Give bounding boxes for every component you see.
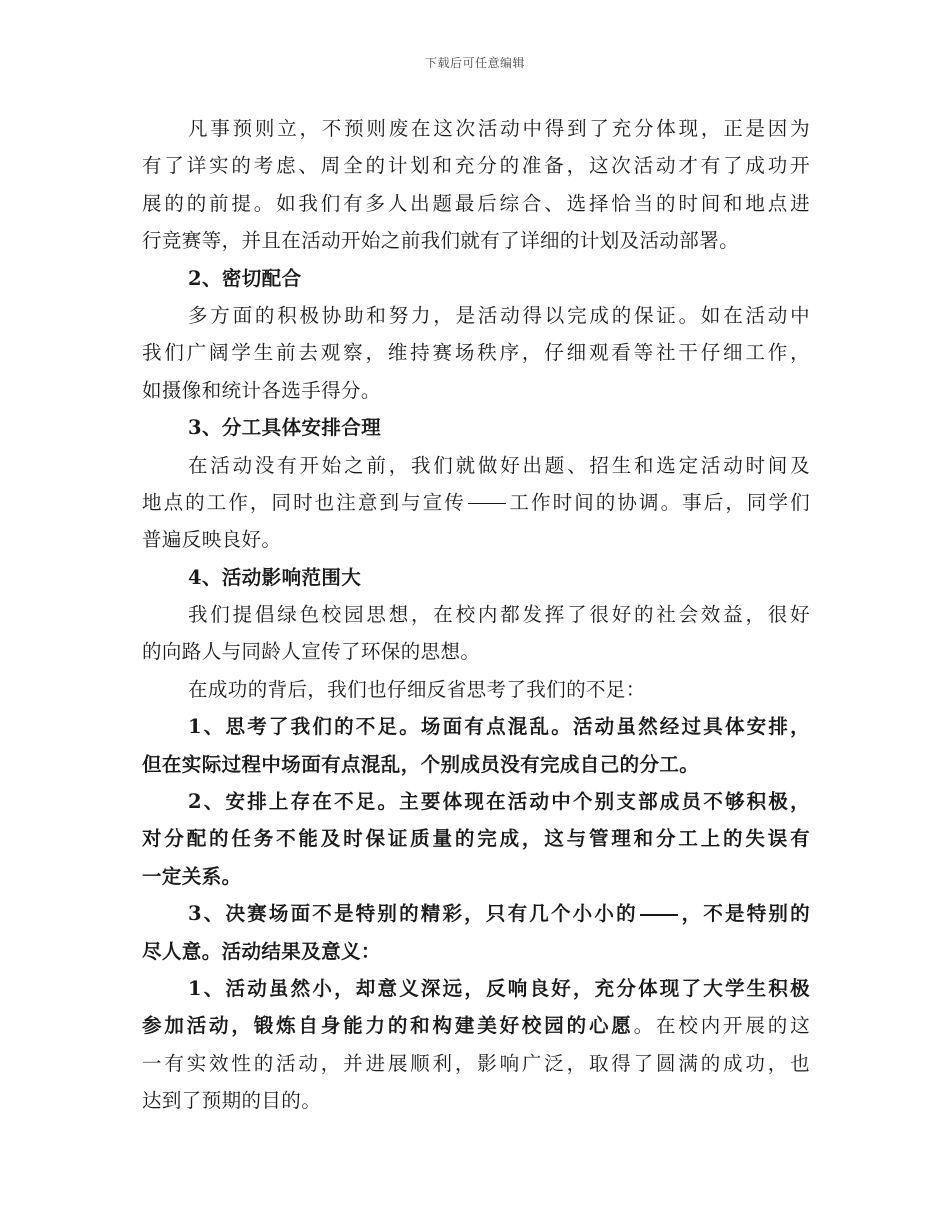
line-segment: 工作时间的协调。事后，同学们	[507, 490, 810, 514]
bold-paragraph-line: 对分配的任务不能及时保证质量的完成，这与管理和分工上的失误有	[142, 827, 810, 851]
paragraph-line	[142, 1007, 810, 1044]
paragraph-line: 展的的前提。如我们有多人出题最后综合、选择恰当的时间和地点进	[142, 191, 810, 215]
paragraph-line: 普遍反映良好。	[142, 528, 282, 552]
paragraph-line: 多方面的积极协助和努力，是活动得以完成的保证。如在活动中	[188, 303, 810, 327]
paragraph-line: 的向路人与同龄人宣传了环保的思想。	[142, 640, 481, 664]
paragraph-line: 如摄像和统计各选手得分。	[142, 378, 381, 402]
bold-paragraph-line: 但在实际过程中场面有点混乱，个别成员没有完成自己的分工。	[142, 752, 700, 776]
line-segment: 地点的工作，同时也注意到与宣传	[142, 490, 466, 514]
paragraph-line: 凡事预则立，不预则废在这次活动中得到了充分体现，正是因为	[188, 117, 810, 140]
fill-blank	[468, 502, 506, 504]
paragraph-line: 我们广阔学生前去观察，维持赛场秩序，仔细观看等社干仔细工作，	[142, 341, 810, 365]
bold-paragraph-line	[142, 895, 810, 932]
paragraph-line: 在成功的背后，我们也仔细反省思考了我们的不足：	[188, 677, 646, 701]
fill-blank	[640, 913, 678, 916]
line-segment: 。在校内开展的这	[633, 1014, 810, 1038]
bold-paragraph-line: 尽人意。活动结果及意义：	[142, 939, 381, 963]
page-header: 下载后可任意编辑	[424, 56, 525, 70]
bold-paragraph-line: 1、思考了我们的不足。场面有点混乱。活动虽然经过具体安排，	[188, 715, 810, 739]
bold-paragraph-line: 2、安排上存在不足。主要体现在活动中个别支部成员不够积极，	[188, 790, 810, 814]
paragraph-line: 在活动没有开始之前，我们就做好出题、招生和选定活动时间及	[188, 453, 810, 477]
document-body	[142, 110, 810, 1120]
section-heading: 4、活动影响范围大	[188, 565, 362, 589]
bold-paragraph-line: 1、活动虽然小，却意义深远，反响良好，充分体现了大学生积极	[188, 976, 810, 1000]
section-heading: 2、密切配合	[188, 266, 302, 290]
paragraph-line: 达到了预期的目的。	[142, 1089, 322, 1113]
line-segment: 3、决赛场面不是特别的精彩，只有几个小小的	[188, 902, 638, 926]
paragraph-line	[142, 484, 810, 521]
section-heading: 3、分工具体安排合理	[188, 416, 382, 440]
bold-paragraph-line: 一定关系。	[142, 864, 242, 888]
bold-segment: 参加活动，锻炼自身能力的和构建美好校园的心愿	[142, 1014, 634, 1038]
paragraph-line: 有了详实的考虑、周全的计划和充分的准备，这次活动才有了成功开	[142, 154, 810, 178]
line-segment: ，不是特别的	[679, 902, 811, 926]
paragraph-line: 我们提倡绿色校园思想，在校内都发挥了很好的社会效益，很好	[188, 603, 810, 627]
paragraph-line: 行竞赛等，并且在活动开始之前我们就有了详细的计划及活动部署。	[142, 229, 740, 253]
paragraph-line: 一有实效性的活动，并进展顺利，影响广泛，取得了圆满的成功，也	[142, 1051, 810, 1075]
